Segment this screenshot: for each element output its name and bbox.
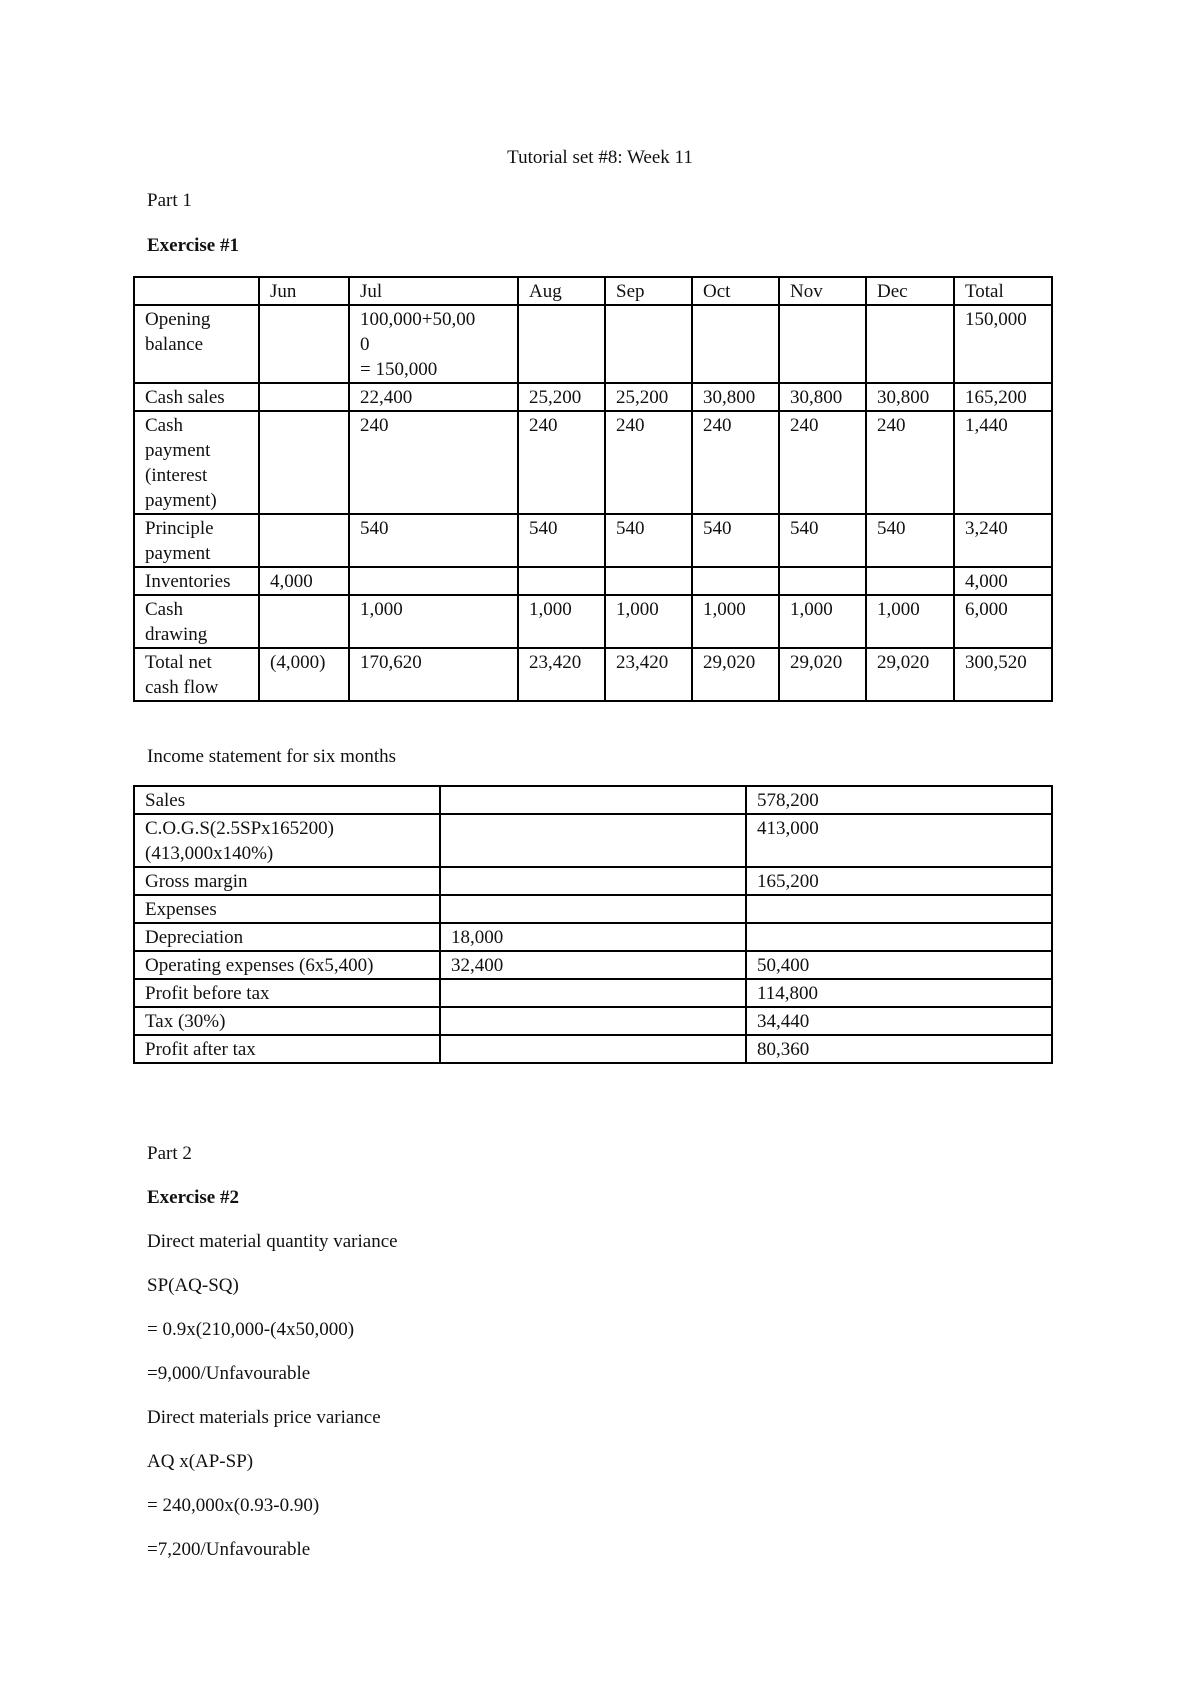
- table-cell: [440, 979, 746, 1007]
- table-cell: (4,000): [259, 648, 349, 701]
- table-cell: [866, 305, 954, 383]
- table-cell: 540: [692, 514, 779, 567]
- table-row: [134, 567, 1052, 595]
- table-cell: 240: [779, 411, 866, 514]
- table-cell: 32,400: [440, 951, 746, 979]
- cash-flow-table: [133, 276, 1053, 702]
- header-cell: [134, 277, 259, 305]
- table-row: [134, 867, 1052, 895]
- table-cell: 30,800: [779, 383, 866, 411]
- table-row: [134, 1035, 1052, 1063]
- table-cell: 300,520: [954, 648, 1052, 701]
- table-cell: [259, 595, 349, 648]
- table-cell: [259, 514, 349, 567]
- table-cell: 4,000: [259, 567, 349, 595]
- table-row: [134, 648, 1052, 701]
- table-cell: [440, 786, 746, 814]
- table-cell: 30,800: [692, 383, 779, 411]
- exercise-2-heading: Exercise #2: [147, 1187, 239, 1208]
- table-row: [134, 305, 1052, 383]
- table-cell: 25,200: [518, 383, 605, 411]
- table-cell: [259, 383, 349, 411]
- table-cell: 165,200: [746, 867, 1052, 895]
- formula-line: = 0.9x(210,000-(4x50,000): [147, 1319, 355, 1340]
- table-cell: 150,000: [954, 305, 1052, 383]
- table-cell: 80,360: [746, 1035, 1052, 1063]
- header-cell: Nov: [779, 277, 866, 305]
- formula-line: Direct materials price variance: [147, 1407, 381, 1428]
- table-cell: [259, 305, 349, 383]
- row-label: Cash payment (interest payment): [134, 411, 259, 514]
- header-cell: Jul: [349, 277, 518, 305]
- formula-line: AQ x(AP-SP): [147, 1451, 254, 1472]
- table-cell: [440, 814, 746, 867]
- table-cell: [779, 567, 866, 595]
- table-cell: 34,440: [746, 1007, 1052, 1035]
- table-cell: 4,000: [954, 567, 1052, 595]
- table-cell: 30,800: [866, 383, 954, 411]
- table-cell: [440, 1007, 746, 1035]
- page-title: Tutorial set #8: Week 11: [507, 147, 693, 168]
- exercise-1-heading: Exercise #1: [147, 235, 239, 256]
- header-cell: Oct: [692, 277, 779, 305]
- table-cell: [440, 895, 746, 923]
- header-cell: Dec: [866, 277, 954, 305]
- table-cell: 1,000: [349, 595, 518, 648]
- table-cell: 170,620: [349, 648, 518, 701]
- table-cell: 578,200: [746, 786, 1052, 814]
- table-row: [134, 979, 1052, 1007]
- table-row: [134, 514, 1052, 567]
- table-cell: [866, 567, 954, 595]
- table-cell: 114,800: [746, 979, 1052, 1007]
- row-label: Tax (30%): [134, 1007, 440, 1035]
- table-cell: 25,200: [605, 383, 692, 411]
- table-cell: 18,000: [440, 923, 746, 951]
- table-row: [134, 951, 1052, 979]
- row-label: Total net cash flow: [134, 648, 259, 701]
- table-cell: 23,420: [605, 648, 692, 701]
- part-1-heading: Part 1: [147, 190, 192, 211]
- table-cell: [746, 923, 1052, 951]
- table-cell: 240: [349, 411, 518, 514]
- table-cell: 29,020: [692, 648, 779, 701]
- formula-line: = 240,000x(0.93-0.90): [147, 1495, 320, 1516]
- table-cell: 1,000: [605, 595, 692, 648]
- table-cell: 1,440: [954, 411, 1052, 514]
- table-cell: 540: [605, 514, 692, 567]
- row-label: Depreciation: [134, 923, 440, 951]
- table-row: [134, 595, 1052, 648]
- table-cell: 1,000: [518, 595, 605, 648]
- row-label: Sales: [134, 786, 440, 814]
- header-cell: Jun: [259, 277, 349, 305]
- table-row: [134, 383, 1052, 411]
- table-cell: 29,020: [866, 648, 954, 701]
- row-label: Inventories: [134, 567, 259, 595]
- formula-line: =9,000/Unfavourable: [147, 1363, 311, 1384]
- table-cell: 6,000: [954, 595, 1052, 648]
- table-cell: 29,020: [779, 648, 866, 701]
- table-cell: 165,200: [954, 383, 1052, 411]
- formula-line: SP(AQ-SQ): [147, 1275, 239, 1296]
- table-cell: 1,000: [692, 595, 779, 648]
- table-cell: 540: [518, 514, 605, 567]
- formula-line: Direct material quantity variance: [147, 1231, 398, 1252]
- table-cell: 413,000: [746, 814, 1052, 867]
- row-label: Opening balance: [134, 305, 259, 383]
- table-cell: [605, 305, 692, 383]
- table-cell: 22,400: [349, 383, 518, 411]
- row-label: Principle payment: [134, 514, 259, 567]
- table-cell: [692, 305, 779, 383]
- table-cell: 23,420: [518, 648, 605, 701]
- row-label: C.O.G.S(2.5SPx165200) (413,000x140%): [134, 814, 440, 867]
- table-cell: 100,000+50,00 0 = 150,000: [349, 305, 518, 383]
- table-cell: 540: [349, 514, 518, 567]
- table-cell: [605, 567, 692, 595]
- row-label: Expenses: [134, 895, 440, 923]
- table-cell: [746, 895, 1052, 923]
- row-label: Profit after tax: [134, 1035, 440, 1063]
- table-cell: [440, 1035, 746, 1063]
- table-cell: 1,000: [866, 595, 954, 648]
- table-cell: [518, 567, 605, 595]
- table-cell: 540: [779, 514, 866, 567]
- table-cell: [779, 305, 866, 383]
- header-cell: Total: [954, 277, 1052, 305]
- part-2-heading: Part 2: [147, 1143, 192, 1164]
- table-cell: [518, 305, 605, 383]
- income-statement-heading: Income statement for six months: [147, 746, 397, 767]
- table-cell: 240: [518, 411, 605, 514]
- row-label: Operating expenses (6x5,400): [134, 951, 440, 979]
- table-row: [134, 786, 1052, 814]
- table-cell: 50,400: [746, 951, 1052, 979]
- income-statement-table: [133, 785, 1053, 1064]
- table-cell: [259, 411, 349, 514]
- table-cell: 3,240: [954, 514, 1052, 567]
- table-row: [134, 923, 1052, 951]
- header-cell: Aug: [518, 277, 605, 305]
- table-cell: [349, 567, 518, 595]
- table-cell: 1,000: [779, 595, 866, 648]
- table-row: [134, 814, 1052, 867]
- cash-flow-header-row: [134, 277, 1052, 305]
- table-row: [134, 895, 1052, 923]
- row-label: Gross margin: [134, 867, 440, 895]
- row-label: Cash drawing: [134, 595, 259, 648]
- table-cell: 540: [866, 514, 954, 567]
- row-label: Profit before tax: [134, 979, 440, 1007]
- table-cell: [692, 567, 779, 595]
- table-cell: 240: [866, 411, 954, 514]
- table-row: [134, 1007, 1052, 1035]
- table-cell: [440, 867, 746, 895]
- header-cell: Sep: [605, 277, 692, 305]
- row-label: Cash sales: [134, 383, 259, 411]
- formula-line: =7,200/Unfavourable: [147, 1539, 311, 1560]
- table-cell: 240: [605, 411, 692, 514]
- table-row: [134, 411, 1052, 514]
- table-cell: 240: [692, 411, 779, 514]
